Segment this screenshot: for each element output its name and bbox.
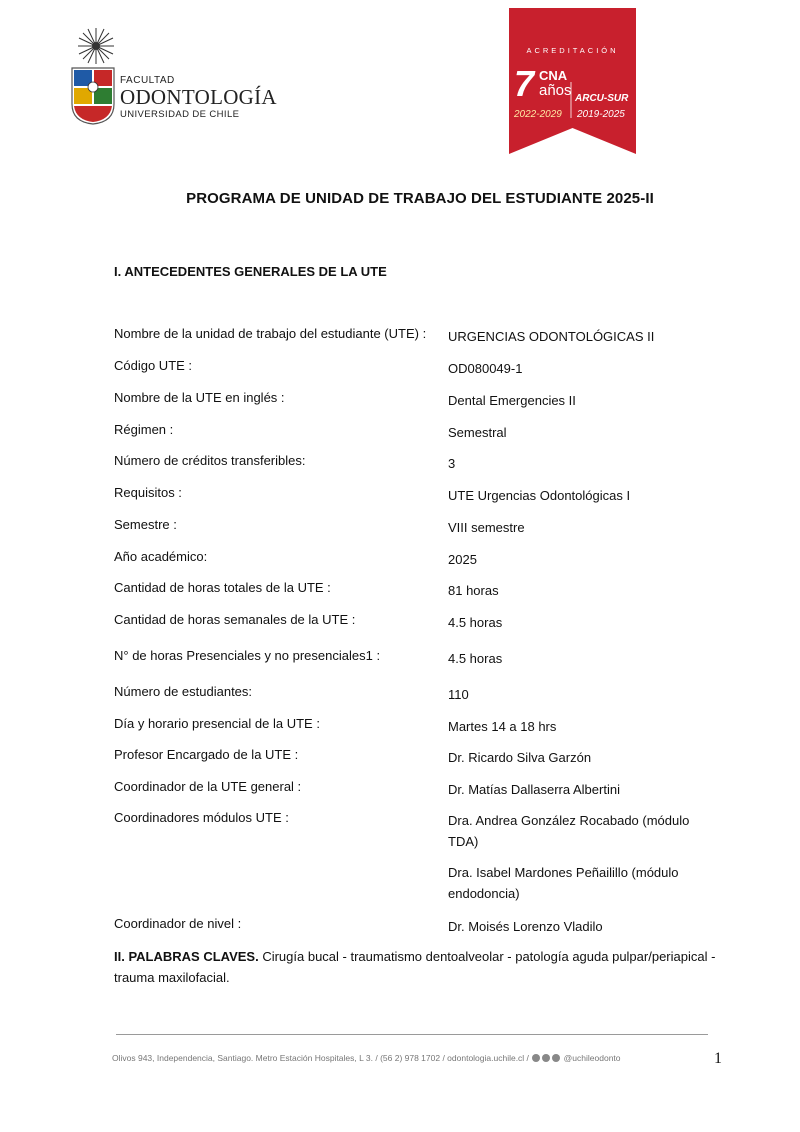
badge-arcu-period: 2019-2025 — [577, 109, 625, 120]
info-label: Año académico: — [114, 549, 208, 564]
info-label: Coordinadores módulos UTE : — [114, 810, 289, 825]
info-value: 81 horas — [448, 583, 499, 598]
twitter-icon — [532, 1054, 540, 1062]
university-name: UNIVERSIDAD DE CHILE — [120, 109, 240, 120]
badge-years-word: años — [539, 82, 572, 99]
faculty-small-label: FACULTAD — [120, 75, 175, 86]
info-value: Dr. Matías Dallaserra Albertini — [448, 782, 620, 797]
info-value: Martes 14 a 18 hrs — [448, 719, 557, 734]
info-value: 3 — [448, 456, 456, 471]
document-title: PROGRAMA DE UNIDAD DE TRABAJO DEL ESTUDIANTE 2025-II — [186, 190, 654, 207]
section-2-keywords — [114, 946, 729, 988]
info-value: 2025 — [448, 552, 477, 567]
info-label: Nombre de la UTE en inglés : — [114, 390, 285, 405]
info-value: 4.5 horas — [448, 651, 503, 666]
instagram-icon — [552, 1054, 560, 1062]
info-label: Coordinador de la UTE general : — [114, 779, 302, 794]
info-label: Día y horario presencial de la UTE : — [114, 716, 320, 731]
info-label: Código UTE : — [114, 358, 193, 373]
info-label: Nombre de la unidad de trabajo del estudiante (UTE) : — [114, 326, 427, 341]
footer — [112, 1053, 621, 1063]
badge-heading: ACREDITACIÓN — [526, 46, 619, 55]
info-value: 4.5 horas — [448, 615, 503, 630]
info-label: Cantidad de horas semanales de la UTE : — [114, 612, 356, 627]
page-number: 1 — [714, 1050, 722, 1067]
badge-years-number: 7 — [514, 63, 535, 104]
info-value: OD080049-1 — [448, 361, 523, 376]
faculty-name: ODONTOLOGÍA — [120, 85, 277, 109]
badge-arcu: ARCU-SUR — [575, 93, 629, 104]
info-label: N° de horas Presenciales y no presenciales1 : — [114, 648, 381, 663]
faculty-logo — [68, 26, 277, 126]
info-value: VIII semestre — [448, 520, 525, 535]
section-1-heading: I. ANTECEDENTES GENERALES DE LA UTE — [114, 264, 387, 279]
badge-cna: CNA — [539, 68, 568, 83]
info-value: URGENCIAS ODONTOLÓGICAS II — [448, 329, 655, 344]
info-value: Semestral — [448, 425, 507, 440]
info-value: UTE Urgencias Odontológicas I — [448, 488, 631, 503]
info-label: Número de créditos transferibles: — [114, 453, 306, 468]
star-emblem-icon — [74, 26, 118, 66]
info-label: Profesor Encargado de la UTE : — [114, 747, 299, 762]
footer-handle: @uchileodonto — [563, 1053, 621, 1063]
badge-cna-period: 2022-2029 — [514, 109, 562, 120]
info-value: Dra. Andrea González Rocabado (módulo TDA) — [448, 813, 690, 849]
info-label: Requisitos : — [114, 485, 182, 500]
info-value: Dental Emergencies II — [448, 393, 576, 408]
info-value: Dr. Moisés Lorenzo Vladilo — [448, 919, 603, 934]
footer-address: Olivos 943, Independencia, Santiago. Metro Estación Hospitales, L 3. / (56 2) 978 1702 / odontologia.uchile.cl / — [112, 1053, 529, 1063]
info-value: 110 — [448, 687, 469, 702]
section-2-heading: II. PALABRAS CLAVES. — [114, 949, 259, 964]
facebook-icon — [542, 1054, 550, 1062]
info-label: Coordinador de nivel : — [114, 916, 242, 931]
footer-divider — [116, 1034, 708, 1035]
info-label: Cantidad de horas totales de la UTE : — [114, 580, 331, 595]
accreditation-badge — [509, 8, 636, 154]
section-2-text: Cirugía bucal - traumatismo dentoalveolar - patología aguda pulpar/periapical - trauma maxilofacial. — [114, 949, 716, 985]
university-shield-icon — [70, 66, 116, 126]
faculty-wordmark — [120, 76, 277, 120]
info-label: Régimen : — [114, 422, 174, 437]
info-value: Dra. Isabel Mardones Peñailillo (módulo endodoncia) — [448, 865, 679, 901]
info-label: Semestre : — [114, 517, 177, 532]
info-label: Número de estudiantes: — [114, 684, 253, 699]
info-value: Dr. Ricardo Silva Garzón — [448, 750, 592, 765]
